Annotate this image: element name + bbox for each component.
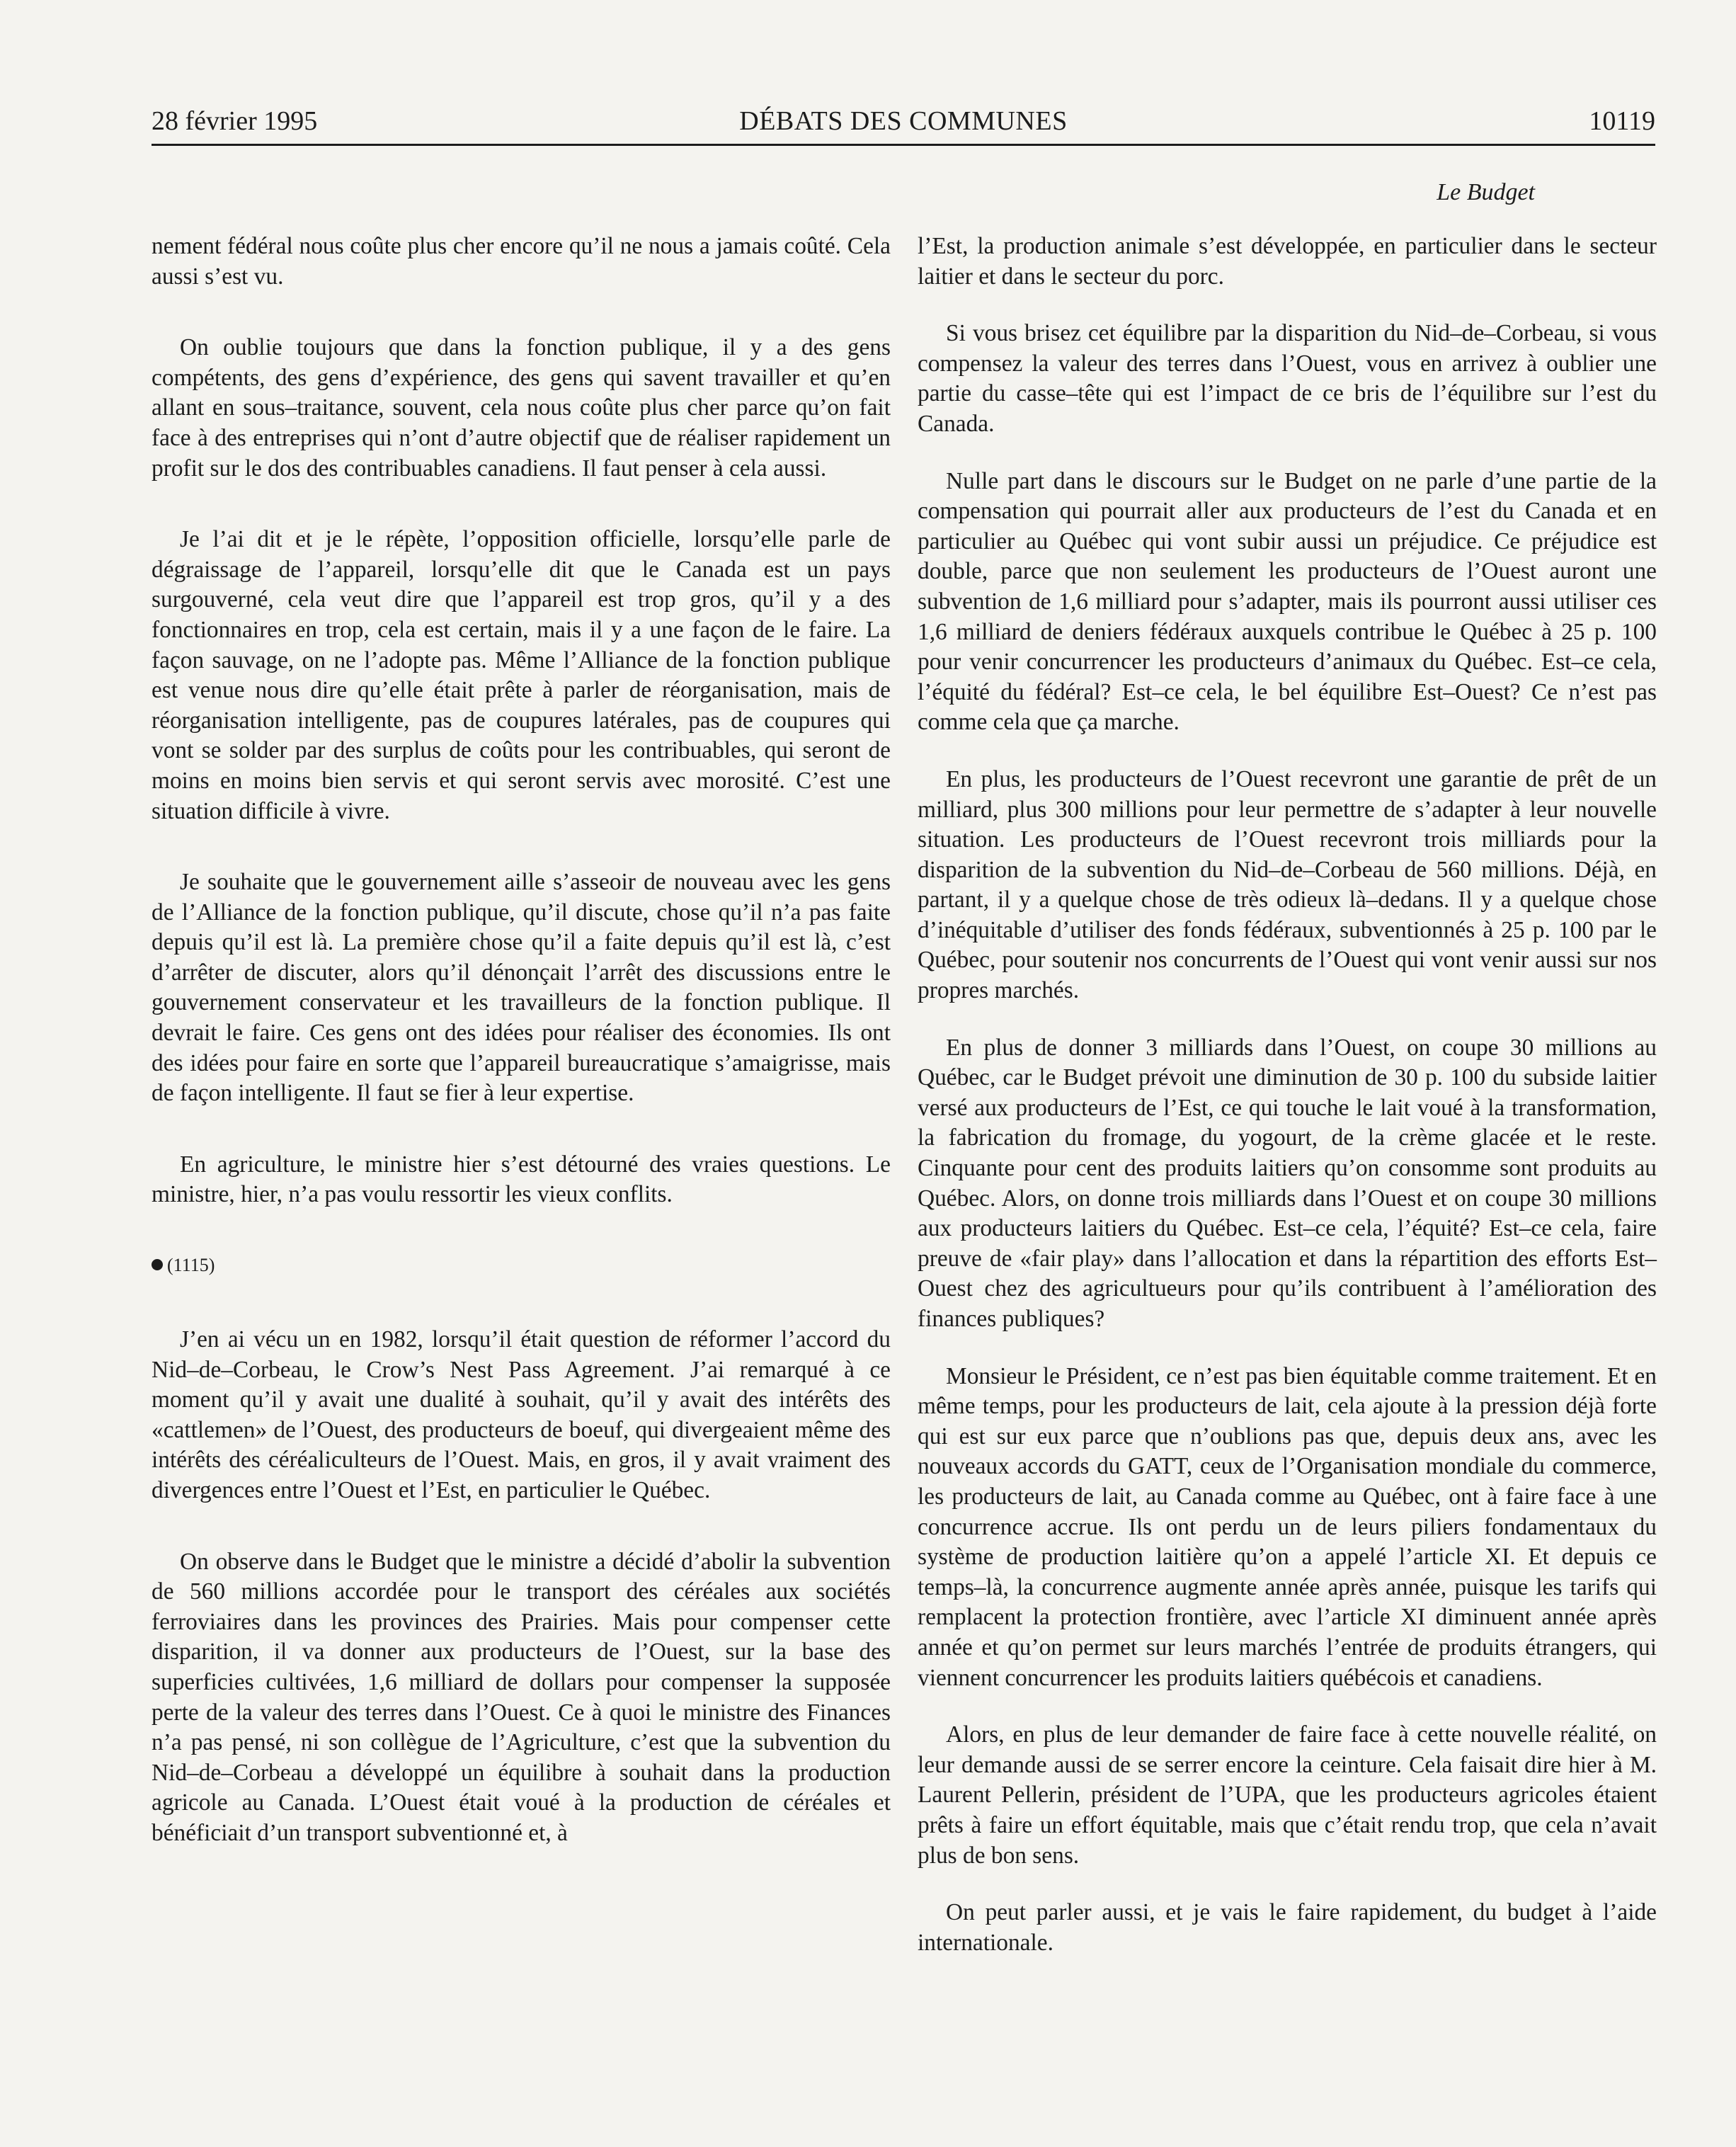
right-paragraph-8: On peut parler aussi, et je vais le faire rapidement, du budget à l’aide internationale. (918, 1899, 1657, 1956)
time-marker (152, 1251, 891, 1280)
left-paragraph-1: nement fédéral nous coûte plus cher encore qu’il ne nous a jamais coûté. Cela aussi s’est vu. (152, 233, 891, 290)
header-title: DÉBATS DES COMMUNES (739, 106, 1068, 136)
left-paragraph-2: On oublie toujours que dans la fonction publique, il y a des gens compétents, des gens d’expérience, des gens qui savent travailler et qu’en allant en sous–traitance, souvent, cela nous coûte plus cher parce qu’on fait face à des entreprises qui n’ont d’autre objectif que de réaliser rapidement un profit sur le dos des contribuables canadiens. Il faut penser à cela aussi. (152, 334, 891, 482)
left-column (152, 232, 891, 1890)
bullet-icon (152, 1259, 163, 1270)
right-paragraph-4: En plus, les producteurs de l’Ouest recevront une garantie de prêt de un milliard, plus 300 millions pour leur permettre de s’adapter à leur nouvelle situation. Les producteurs de l’Ouest recevront trois milliards pour la disparition de la subvention du Nid–de–Corbeau de 560 millions. Déjà, en partant, il y a quelque chose de très odieux là–dedans. Il y a quelque chose d’inéquitable d’utiliser des fonds fédéraux, subventionnés à 25 p. 100 par le Québec, pour soutenir nos concurrents de l’Ouest qui vont venir aussi sur nos propres marchés. (918, 765, 1657, 1004)
right-paragraph-5: En plus de donner 3 milliards dans l’Ouest, on coupe 30 millions au Québec, car le Budget prévoit une diminution de 30 p. 100 du subside laitier versé aux producteurs de l’Est, ce qui touche le lait voué à la transformation, la fabrication du fromage, du yogourt, de la crème glacée et le reste. Cinquante pour cent des produits laitiers qu’on consomme sont produits au Québec. Alors, on donne trois milliards dans l’Ouest et on coupe 30 millions aux producteurs laitiers du Québec. Est–ce cela, l’équité? Est–ce cela, faire preuve de «fair play» dans l’allocation et dans la répartition des efforts Est–Ouest chez des agricultueurs pour qu’ils contribuent à l’amélioration des finances publiques? (918, 1034, 1657, 1332)
left-paragraph-4: Je souhaite que le gouvernement aille s’asseoir de nouveau avec les gens de l’Alliance de la fonction publique, qu’il discute, chose qu’il n’a pas faite depuis qu’il est là. La première chose qu’il a faite depuis qu’il est là, c’est d’arrêter de discuter, alors qu’il dénonçait l’arrêt des discussions entre le gouvernement conservateur et les travailleurs de la fonction publique. Il devrait le faire. Ces gens ont des idées pour réaliser des économies. Ils ont des idées pour faire en sorte que l’appareil bureaucratique s’amaigrisse, mais de façon intelligente. Il faut se fier à leur expertise. (152, 869, 891, 1107)
left-paragraph-3: Je l’ai dit et je le répète, l’opposition officielle, lorsqu’elle parle de dégraissage de l’appareil, lorsqu’elle dit que le Canada est un pays surgouverné, cela veut dire que l’appareil est trop gros, qu’il y a des fonctionnaires en trop, cela est certain, mais il y a une façon de le faire. La façon sauvage, on ne l’adopte pas. Même l’Alliance de la fonction publique est venue nous dire qu’elle était prête à parler de réorganisation, mais de réorganisation intelligente, pas de coupures latérales, pas de coupures qui vont se solder par des surplus de coûts pour les contribuables, qui seront de moins en moins bien servis et qui seront servis avec morosité. C’est une situation difficile à vivre. (152, 526, 891, 824)
right-paragraph-2: Si vous brisez cet équilibre par la disparition du Nid–de–Corbeau, si vous compensez la valeur des terres dans l’Ouest, vous en arrivez à oublier une partie du casse–tête qui est l’impact de ce bris de l’équilibre sur l’est du Canada. (918, 320, 1657, 437)
left-paragraph-5: En agriculture, le ministre hier s’est détourné des vraies questions. Le ministre, hier, n’a pas voulu ressortir les vieux conflits. (152, 1151, 891, 1208)
right-column (918, 232, 1657, 1974)
time-marker-text: (1115) (167, 1255, 215, 1276)
right-paragraph-1: l’Est, la production animale s’est développée, en particulier dans le secteur laitier et dans le secteur du porc. (918, 233, 1657, 290)
left-paragraph-6: J’en ai vécu un en 1982, lorsqu’il était question de réformer l’accord du Nid–de–Corbeau, le Crow’s Nest Pass Agreement. J’ai remarqué à ce moment qu’il y avait une dualité à souhait, qu’il y avait des intérêts des «cattlemen» de l’Ouest, des producteurs de boeuf, qui divergeaient même des intérêts des céréaliculteurs de l’Ouest. Mais, en gros, il y avait vraiment des divergences entre l’Ouest et l’Est, en particulier le Québec. (152, 1326, 891, 1503)
right-paragraph-6: Monsieur le Président, ce n’est pas bien équitable comme traitement. Et en même temps, pour les producteurs de lait, cela ajoute à la pression déjà forte qui est sur eux parce que n’oublions pas que, depuis deux ans, avec les nouveaux accords du GATT, ceux de l’Organisation mondiale du commerce, les producteurs de lait, au Canada comme au Québec, ont à faire face à une concurrence accrue. Ils ont perdu un de leurs piliers fondamentaux du système de production laitière qu’on a appelé l’article XI. Et depuis ce temps–là, la concurrence augmente année après année, puisque les tarifs qui remplacent la protection frontière, avec l’article XI diminuent année après année et qu’on permet sur leurs marchés l’entrée de produits étrangers, qui viennent concurrencer les produits laitiers québécois et canadiens. (918, 1362, 1657, 1691)
page-header (152, 103, 1655, 146)
header-rule (152, 144, 1655, 146)
right-paragraph-3: Nulle part dans le discours sur le Budget on ne parle d’une partie de la compensation qui pourrait aller aux producteurs de l’est du Canada et en particulier au Québec qui vont subir aussi un préjudice. Ce préjudice est double, parce que non seulement les producteurs de l’Ouest auront une subvention de 1,6 milliard pour s’adapter, mais ils pourront aussi utiliser ces 1,6 milliard de deniers fédéraux auxquels contribue le Québec à 25 p. 100 pour venir concurrencer les producteurs d’animaux du Québec. Est–ce cela, l’équité du fédéral? Est–ce cela, le bel équilibre Est–Ouest? Ce n’est pas comme cela que ça marche. (918, 467, 1657, 736)
page-number: 10119 (1589, 106, 1655, 136)
left-paragraph-7: On observe dans le Budget que le ministre a décidé d’abolir la subvention de 560 millions accordée pour le transport des céréales aux sociétés ferroviaires dans les provinces des Prairies. Mais pour compenser cette disparition, il va donner aux producteurs de l’Ouest, sur la base des superficies cultivées, 1,6 milliard de dollars pour compenser la supposée perte de la valeur des terres dans l’Ouest. Ce à quoi le ministre des Finances n’a pas pensé, ni son collègue de l’Agriculture, c’est que la subvention du Nid–de–Corbeau a développé un équilibre à souhait dans la production agricole au Canada. L’Ouest était voué à la production de céréales et bénéficiait d’un transport subventionné et, à (152, 1548, 891, 1846)
right-paragraph-7: Alors, en plus de leur demander de faire face à cette nouvelle réalité, on leur demande aussi de se serrer encore la ceinture. Cela faisait dire hier à M. Laurent Pellerin, président de l’UPA, que les producteurs agricoles étaient prêts à faire un effort équitable, mais que c’était rendu trop, que cela n’avait plus de bon sens. (918, 1721, 1657, 1869)
header-date: 28 février 1995 (152, 106, 318, 136)
section-title (933, 177, 1655, 208)
section-title-text: Le Budget (1437, 179, 1535, 205)
